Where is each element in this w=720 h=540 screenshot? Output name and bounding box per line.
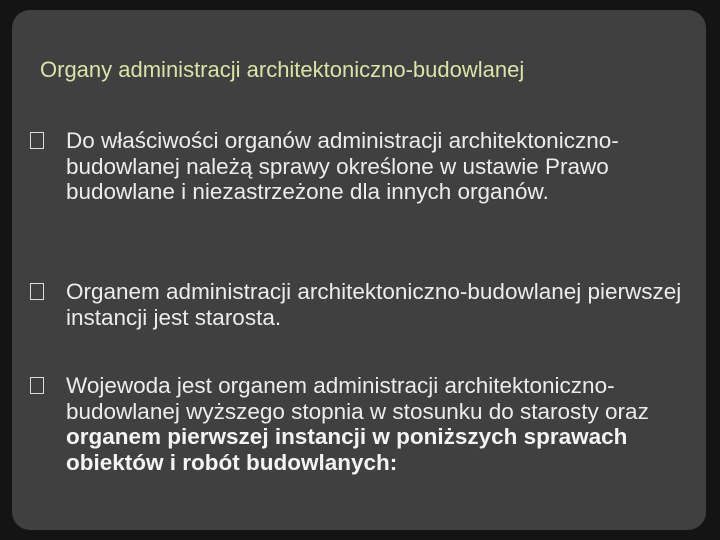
bullet-text: Organem administracji architektoniczno-budowlanej pierwszej instancji jest starosta. bbox=[66, 279, 682, 330]
bullet-text-regular: Wojewoda jest organem administracji architektoniczno- budowlanej wyższego stopnia w stosunku do starosty oraz bbox=[66, 373, 649, 424]
bullet-text bbox=[66, 373, 690, 475]
slide-title: Organy administracji architektoniczno-budowlanej bbox=[40, 57, 525, 82]
bullet-text: Do właściwości organów administracji architektoniczno- budowlanej należą sprawy określone w ustawie Prawo budowlane i niezastrzeżone dla innych organów. bbox=[66, 128, 619, 204]
bullet-box-icon bbox=[30, 283, 44, 300]
bullet-box-icon bbox=[30, 132, 44, 149]
bullet-box-icon bbox=[30, 377, 44, 394]
bullet-text-bold: organem pierwszej instancji w poniższych sprawach obiektów i robót budowlanych: bbox=[66, 424, 628, 475]
